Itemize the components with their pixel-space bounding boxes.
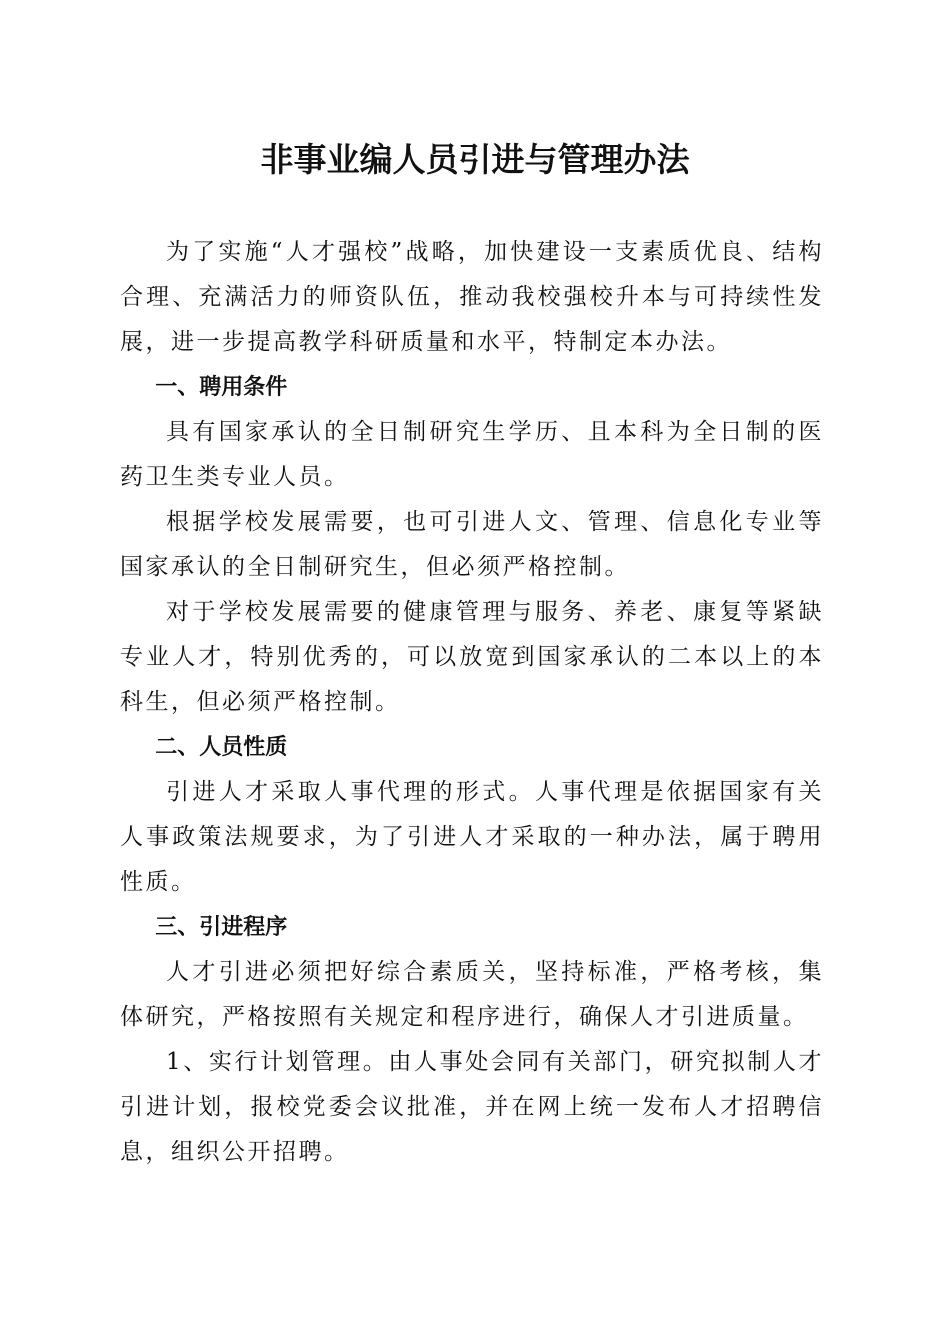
document-body — [120, 230, 824, 1175]
paragraph: 根据学校发展需要，也可引进人文、管理、信息化专业等国家承认的全日制研究生，但必须严格控制。 — [120, 509, 824, 580]
section-heading-personnel-nature: 二、人员性质 — [155, 735, 288, 760]
intro-paragraph: 为了实施“人才强校”战略，加快建设一支素质优良、结构合理、充满活力的师资队伍，推动我校强校升本与可持续性发展，进一步提高教学科研质量和水平，特制定本办法。 — [120, 239, 824, 355]
section-heading-recruitment-procedure: 三、引进程序 — [155, 915, 288, 940]
paragraph: 对于学校发展需要的健康管理与服务、养老、康复等紧缺专业人才，特别优秀的，可以放宽到国家承认的二本以上的本科生，但必须严格控制。 — [120, 599, 824, 715]
paragraph: 引进人才采取人事代理的形式。人事代理是依据国家有关人事政策法规要求，为了引进人才采取的一种办法，属于聘用性质。 — [120, 779, 824, 895]
paragraph: 具有国家承认的全日制研究生学历、且本科为全日制的医药卫生类专业人员。 — [120, 419, 824, 490]
paragraph: 1、实行计划管理。由人事处会同有关部门，研究拟制人才引进计划，报校党委会议批准，并在网上统一发布人才招聘信息，组织公开招聘。 — [120, 1049, 824, 1165]
section-heading-employment-conditions: 一、聘用条件 — [155, 375, 288, 400]
document-title: 非事业编人员引进与管理办法 — [260, 140, 690, 179]
paragraph: 人才引进必须把好综合素质关，坚持标准，严格考核，集体研究，严格按照有关规定和程序进行，确保人才引进质量。 — [120, 959, 824, 1030]
